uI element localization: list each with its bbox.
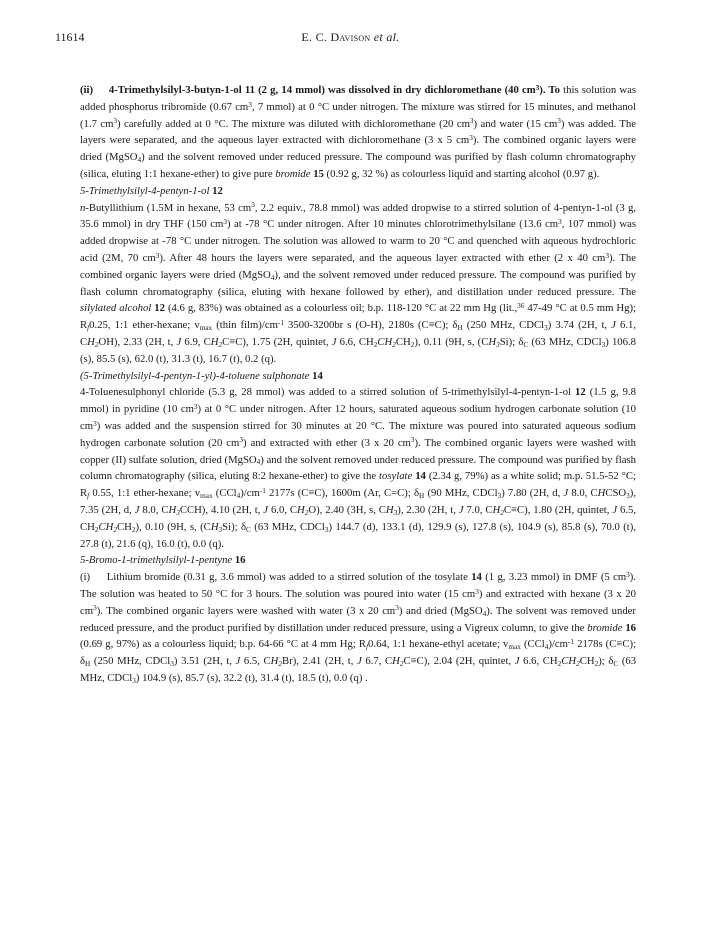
page-number: 11614 — [55, 30, 85, 44]
paragraph-alcohol-12: n-Butyllithium (1.5M in hexane, 53 $cm^3$, 2.2 equiv., 78.8 mmol) was added dropwise to a stirred solution of 4-pentyn-1-ol (3 g, 35.6 mmol) in dry THF (150 $cm^3$) at -78 °C under nitrogen. After 10 minutes chlorotrimethylsilane (13.6 $cm^3$, 107 mmol) was added dropwise at -78 °C under nitrogen. The solution was allowed to warm to 20 °C and quenched with aqueous hydrochloric acid (2M, 70 $cm^3$). After 48 hours the layers were separated, and the aqueous layer extracted with ether (2 x 40 $cm^3$). The combined organic layers were dried (MgSO$_4$), and the solvent removed under reduced pressure. The compound was purified by flash column chromatography (silica, eluting with hexane followed by ether), and distillation under reduced pressure. The silylated alcohol 12 (4.6 g, 83%) was obtained as a colourless oil; b.p. 118-120 °C at 22 mm Hg (lit.,$^{36}$ 47-49 °C at 0.5 mm Hg); $R_f0.25$, 1:1 ether-hexane; $v_{max}$ (thin $film)/cm^{-1}$ 3500-3200br s (O-H), 2180s (C≡C); $\delta_H$ (250 MHz, CDCl$_3$) 3.74 (2H, t, J 6.1, $CH_2OH$), 2.33 (2H, t, J 6.9, $CH_2C\equiv C$), 1.75 (2H, quintet, J 6.6, $CH_2CH_2CH_2$), 0.11 (9H, s, $(CH_3Si)$; $\delta_C$ (63 MHz, CDCl$_3$) 106.8 (s), 85.5 (s), 62.0 (t), 31.3 (t), 16.7 (t), 0.2 (q). — [80, 201, 637, 365]
compound-heading-16: 5-Bromo-1-trimethylsilyl-1-pentyne 16 — [80, 554, 246, 567]
paragraph-tosylate-14: 4-Toluenesulphonyl chloride (5.3 g, 28 mmol) was added to a stirred solution of 5-trimethylsilyl-4-pentyn-1-ol 12 (1.5 g, 9.8 mmol) in pyridine (10 $cm^3$) at 0 °C under nitrogen. After 12 hours, saturated aqueous sodium hydrogen carbonate solution (10 $cm^3$) was added and the suspension stirred for 30 minutes at 20 °C. The mixture was poured into saturated aqueous sodium hydrogen carbonate solution (20 $cm^3$) and extracted with ether (3 x 20 $cm^3$). The combined organic layers were washed with copper (II) sulfate solution, dried (MgSO$_4$) and the solvent removed under reduced pressure. The compound was purified by flash column chromatography (silica, eluting 8:2 hexane-ether) to give the tosylate 14 (2.34 g, 79%) as a white solid; m.p. 51.5-52 °C; $R_f$ 0.55, 1:1 ether-hexane; $v_{max}$ $(CCl_4)/cm^{-1}$ 2177s (C≡C), 1600m (Ar, C=C); $\delta_H$ (90 MHz, CDCl$_3$) 7.80 (2H, d, J 8.0, $CHCSO_3$), 7.35 (2H, d, J 8.0, $CH_3CCH$), 4.10 (2H, t, J 6.0, $CH_2O$), 2.40 (3H, s, $CH_3$), 2.30 (2H, t, J 7.0, $CH_2C\equiv C$), 1.80 (2H, quintet, J 6.5, $CH_2CH_2CH_2$), 0.10 (9H, s, $(CH_3Si)$; $\delta_C$ (63 MHz, CDCl$_3$) 144.7 (d), 133.1 (d), 129.9 (s), 127.8 (s), 104.9 (s), 85.8 (s), 70.0 (t), 27.8 (t), 21.6 (q), 16.0 (t), 0.0 (q). — [80, 386, 637, 550]
compound-heading-12: 5-Trimethylsilyl-4-pentyn-1-ol 12 — [80, 184, 223, 197]
running-head — [55, 30, 646, 45]
running-head-authors: E. C. Davison — [301, 30, 371, 44]
paragraph-bromide-16: (i) Lithium bromide (0.31 g, 3.6 mmol) was added to a stirred solution of the tosylate 14 (1 g, 3.23 mmol) in DMF (5 $cm^3$). The solution was heated to 50 °C for 3 hours. The solution was poured into water (15 $cm^3$) and extracted with hexane (3 x 20 $cm^3$). The combined organic layers were washed with water (3 x 20 $cm^3$) and dried (MgSO$_4$). The solvent was removed under reduced pressure, and the product purified by distillation under reduced pressure, using a Vigreux column, to give the bromide 16 (0.69 g, 97%) as a colourless liquid; b.p. 64-66 °C at 4 mm Hg; $R_f0.64$, 1:1 hexane-ethyl acetate; $v_{max}$ $(CCl_4)/cm^{-1}$ 2178s (C≡C); $\delta_H$ (250 MHz, CDCl$_3$) 3.51 (2H, t, J 6.5, $CH_2Br$), 2.41 (2H, t, J 6.7, $CH_2C\equiv C$), 2.04 (2H, quintet, J 6.6, $CH_2CH_2CH_2$); $\delta_C$ (63 MHz, CDCl$_3$) 104.9 (s), 85.7 (s), 32.2 (t), 31.4 (t), 18.5 (t), 0.0 (q) . — [80, 570, 637, 685]
compound-heading-14: (5-Trimethylsilyl-4-pentyn-1-yl)-4-toluene sulphonate 14 — [80, 369, 323, 382]
experimental-text — [80, 82, 636, 687]
page-header — [55, 30, 646, 48]
running-head-etal: et al. — [373, 30, 400, 44]
paragraph-bromide-15: (ii) 4-Trimethylsilyl-3-butyn-1-ol 11 (2 g, 14 mmol) was dissolved in dry dichloromethane (40 $cm^3$). To this solution was added phosphorus tribromide (0.67 $cm^3$, 7 mmol) at 0 °C under nitrogen. The mixture was stirred for 15 minutes, and methanol (1.7 $cm^3$) carefully added at 0 °C. The mixture was diluted with dichloromethane (20 $cm^3$) and water (15 $cm^3$) was added. The layers were separated, and the aqueous layer extracted with dichloromethane (3 x 5 $cm^3$). The combined organic layers were dried (MgSO$_4$) and the solvent removed under reduced pressure. The compound was purified by flash column chromatography (silica, eluting 1:1 hexane-ether) to give pure bromide 15 (0.92 g, 32 %) as colourless liquid and starting alcohol (0.97 g). — [80, 83, 637, 180]
